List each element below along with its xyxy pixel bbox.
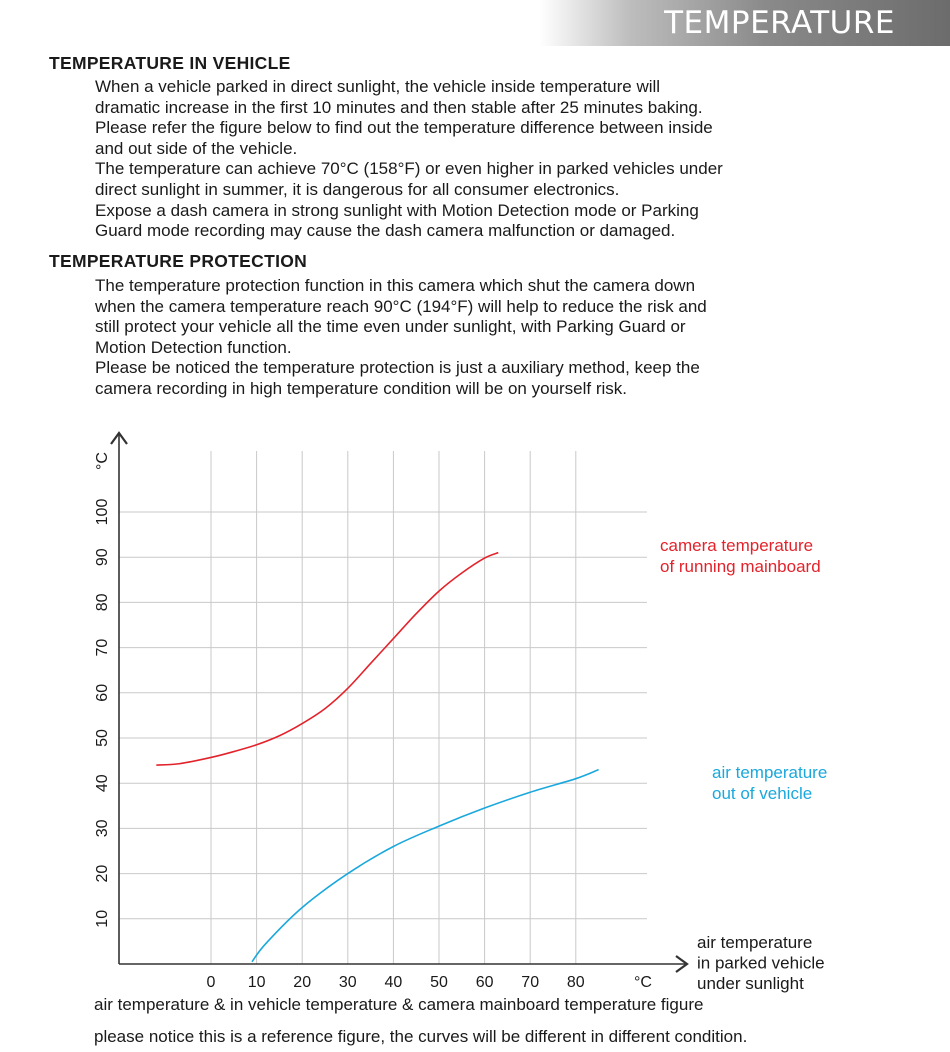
body-line: still protect your vehicle all the time even under sunlight, with Parking Guard or [95,317,686,337]
y-tick-label: 50 [94,729,111,747]
x-tick-label: 40 [384,974,403,991]
section-heading-vehicle: TEMPERATURE IN VEHICLE [49,53,291,73]
y-tick-label: 20 [94,864,111,883]
y-axis-label: °C [94,452,111,470]
x-tick-label: 30 [338,974,357,991]
y-tick-label: 80 [94,593,111,612]
series-label-camera-temperature: camera temperature [660,536,814,555]
body-line: Motion Detection function. [95,337,292,357]
x-tick-label: 80 [566,974,585,991]
series-label-air-temperature: air temperature [712,763,828,782]
x-tick-label: 50 [430,974,448,991]
x-tick-label: 70 [521,974,540,991]
page-title: TEMPERATURE [664,5,895,41]
x-axis-unit: °C [634,974,652,991]
chart-caption: air temperature & in vehicle temperature & camera mainboard temperature figure [94,995,704,1014]
y-tick-label: 30 [94,819,111,838]
body-line: camera recording in high temperature condition will be on yourself risk. [95,378,627,398]
y-tick-label: 70 [94,638,111,657]
y-tick-label: 90 [94,548,111,567]
x-tick-label: 10 [247,974,266,991]
x-tick-label: 60 [475,974,494,991]
body-line: dramatic increase in the first 10 minutes and then stable after 25 minutes baking. [95,97,703,117]
temperature-chart [0,420,950,1000]
series-line-camera-temperature [156,553,498,765]
series-line-air-temperature [252,770,599,962]
section-heading-protection: TEMPERATURE PROTECTION [49,251,308,271]
x-axis-label-line: air temperature [697,933,813,952]
body-line: direct sunlight in summer, it is dangerous for all consumer electronics. [95,179,620,199]
y-tick-label: 60 [94,683,111,702]
body-line: The temperature can achieve 70°C (158°F) or even higher in parked vehicles under [95,159,723,179]
y-tick-label: 40 [94,774,111,793]
section-body-vehicle [95,77,723,242]
series-label-camera-temperature: of running mainboard [660,557,821,576]
body-line: Expose a dash camera in strong sunlight with Motion Detection mode or Parking [95,200,699,220]
body-line: when the camera temperature reach 90°C (194°F) will help to reduce the risk and [95,296,707,316]
body-line: and out side of the vehicle. [95,138,298,158]
title-banner [540,0,950,46]
x-axis-label-line: in parked vehicle [697,953,825,973]
y-tick-label: 10 [94,909,111,928]
body-line: Please refer the figure below to find out the temperature difference between inside [95,118,713,138]
series-label-air-temperature: out of vehicle [712,784,813,803]
x-tick-label: 0 [206,974,216,991]
body-line: Please be noticed the temperature protection is just a auxiliary method, keep the [95,358,700,378]
x-tick-label: 20 [293,974,312,991]
body-line: When a vehicle parked in direct sunlight, the vehicle inside temperature will [95,77,661,96]
body-line: Guard mode recording may cause the dash camera malfunction or damaged. [95,221,676,241]
y-tick-label: 100 [94,498,111,526]
body-line: The temperature protection function in this camera which shut the camera down [95,276,696,295]
footer-note: please notice this is a reference figure, the curves will be different in different condition. [94,1027,748,1046]
section-body-protection [95,276,707,400]
x-axis-label-line: under sunlight [697,974,804,993]
